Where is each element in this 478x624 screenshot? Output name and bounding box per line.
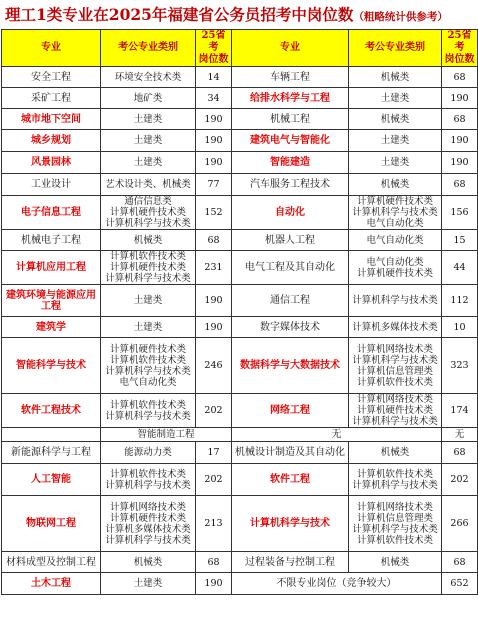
category-cell-right (349, 130, 442, 152)
table-row (2, 109, 478, 130)
table-row (2, 251, 478, 285)
category-line: 土建类 (133, 157, 163, 168)
header-count-line1: 25省考 (201, 30, 226, 53)
category-cell-left (101, 130, 196, 152)
count-cell-left: 77 (196, 174, 232, 196)
category-cell-left (101, 152, 196, 174)
count-cell-right: 190 (442, 152, 478, 174)
category-line: 计算机网络技术类 (356, 394, 433, 405)
category-line: 计算机硬件技术类 (356, 196, 433, 207)
category-line: 机械类 (380, 447, 410, 458)
category-line: 计算机科学与技术类 (352, 416, 438, 427)
count-cell-right: 652 (442, 573, 478, 595)
category-cell-right (349, 338, 442, 394)
count-cell-right: 156 (442, 196, 478, 230)
category-cell-right (349, 88, 442, 109)
category-line: 计算机软件技术类 (109, 354, 186, 366)
category-line: 土建类 (133, 295, 163, 306)
category-cell-left (101, 174, 196, 196)
major-cell-left: 物联网工程 (2, 496, 101, 552)
positions-table (1, 29, 478, 595)
category-cell-right (349, 285, 442, 317)
category-line: 计算机科学与技术类 (105, 479, 191, 491)
category-line: 计算机软件技术类 (356, 534, 433, 546)
major-cell-right: 智能建造 (232, 152, 349, 174)
count-cell-right: 68 (442, 442, 478, 464)
table-row (2, 428, 478, 442)
category-line: 计算机科学与技术类 (352, 479, 438, 491)
category-cell-left (101, 338, 196, 394)
major-cell-right: 车辆工程 (232, 67, 349, 88)
category-line: 计算机软件技术类 (356, 468, 433, 480)
table-row (2, 442, 478, 464)
major-cell-left: 土木工程 (2, 573, 101, 595)
category-cell-right (349, 196, 442, 230)
category-cell-right (349, 230, 442, 251)
table-row (2, 394, 478, 428)
category-cell-right (349, 174, 442, 196)
major-cell-right: 不限专业岗位（竞争较大） (232, 573, 442, 595)
count-cell-right: 266 (442, 496, 478, 552)
major-cell-left: 城乡规划 (2, 130, 101, 152)
category-line: 机械类 (380, 179, 410, 190)
category-line: 计算机软件技术类 (109, 468, 186, 480)
title-note: （粗略统计供参考） (353, 11, 448, 23)
category-line: 艺术设计类、机械类 (105, 179, 191, 190)
category-cell-left (101, 230, 196, 251)
major-cell-right: 过程装备与控制工程 (232, 552, 349, 573)
major-cell-right: 通信工程 (232, 285, 349, 317)
count-cell-right: 174 (442, 394, 478, 428)
category-line: 电气自动化类 (366, 234, 424, 246)
category-cell-left (101, 394, 196, 428)
count-cell-right: 323 (442, 338, 478, 394)
major-cell-left: 建筑环境与能源应用工程 (2, 285, 101, 317)
header-major-right: 专业 (232, 30, 349, 67)
major-cell-left (2, 428, 101, 442)
category-line: 计算机硬件技术类 (109, 207, 186, 218)
category-line: 计算机科学与技术类 (352, 523, 438, 535)
major-cell-left: 采矿工程 (2, 88, 101, 109)
category-line: 土建类 (380, 92, 410, 104)
category-cell-right (349, 251, 442, 285)
header-count-line2: 岗位数 (444, 54, 475, 65)
count-cell-left: 202 (196, 394, 232, 428)
category-line: 计算机硬件技术类 (356, 267, 433, 279)
category-cell-right (349, 317, 442, 338)
count-cell-left: 68 (196, 230, 232, 251)
table-row (2, 496, 478, 552)
category-cell-left (101, 88, 196, 109)
category-line: 电气自动化类 (366, 218, 424, 229)
category-line: 机械类 (380, 113, 410, 125)
category-line: 机械类 (380, 71, 410, 83)
header-major-left: 专业 (2, 30, 101, 67)
count-cell-left: 190 (196, 130, 232, 152)
category-line: 计算机科学与技术类 (352, 354, 438, 366)
category-line: 计算机科学与技术类 (105, 365, 191, 377)
category-line: 机械类 (133, 556, 163, 568)
category-line: 计算机软件技术类 (109, 251, 186, 262)
category-cell-left (101, 251, 196, 285)
category-line: 计算机网络技术类 (356, 343, 433, 355)
table-body (2, 67, 478, 595)
category-line: 电气自动化类 (119, 376, 177, 388)
category-cell-right (349, 394, 442, 428)
major-cell-left: 工业设计 (2, 174, 101, 196)
category-line: 土建类 (133, 113, 163, 125)
category-line: 计算机科学与技术类 (105, 534, 191, 546)
count-cell-right: 44 (442, 251, 478, 285)
category-cell-left (101, 109, 196, 130)
category-line: 计算机网络技术类 (356, 501, 433, 513)
count-cell-right: 190 (442, 130, 478, 152)
count-cell-left: 68 (196, 552, 232, 573)
count-cell-left: 190 (196, 285, 232, 317)
category-line: 计算机多媒体技术类 (352, 321, 438, 333)
major-cell-left: 机械电子工程 (2, 230, 101, 251)
header-count-right (442, 30, 478, 67)
count-cell-right: 68 (442, 109, 478, 130)
major-cell-left: 材料成型及控制工程 (2, 552, 101, 573)
major-cell-right: 数据科学与大数据技术 (232, 338, 349, 394)
major-cell-right: 计算机科学与技术 (232, 496, 349, 552)
category-cell-left (101, 317, 196, 338)
category-cell-left (101, 464, 196, 496)
count-cell-right: 15 (442, 230, 478, 251)
category-cell-right (349, 552, 442, 573)
count-cell-right: 112 (442, 285, 478, 317)
category-cell-right (349, 496, 442, 552)
category-line: 机械类 (133, 234, 163, 246)
category-line: 计算机硬件技术类 (109, 343, 186, 355)
category-line: 计算机硬件技术类 (109, 512, 186, 524)
header-count-left (196, 30, 232, 67)
category-line: 土建类 (380, 157, 410, 168)
table-row (2, 230, 478, 251)
category-line: 计算机信息管理类 (356, 365, 433, 377)
category-line: 计算机软件技术类 (356, 376, 433, 388)
category-cell-left (101, 496, 196, 552)
table-row (2, 552, 478, 573)
category-line: 计算机科学与技术类 (352, 207, 438, 218)
category-cell-left: 智能制造工程 (101, 428, 232, 442)
count-cell-left: 190 (196, 109, 232, 130)
category-cell-left (101, 573, 196, 595)
category-line: 计算机科学与技术类 (105, 273, 191, 284)
major-cell-right: 网络工程 (232, 394, 349, 428)
count-cell-left: 190 (196, 573, 232, 595)
table-row (2, 130, 478, 152)
major-cell-left: 建筑学 (2, 317, 101, 338)
major-cell-right: 无 (232, 428, 442, 442)
category-cell-left (101, 196, 196, 230)
major-cell-left: 风景园林 (2, 152, 101, 174)
table-row (2, 338, 478, 394)
major-cell-left: 电子信息工程 (2, 196, 101, 230)
category-line: 土建类 (380, 135, 410, 146)
major-cell-right: 建筑电气与智能化 (232, 130, 349, 152)
category-line: 地矿类 (133, 92, 163, 104)
category-cell-left (101, 285, 196, 317)
category-line: 计算机科学与技术类 (105, 410, 191, 422)
major-cell-right: 机械工程 (232, 109, 349, 130)
category-cell-right (349, 109, 442, 130)
count-cell-right: 68 (442, 552, 478, 573)
count-cell-left: 190 (196, 152, 232, 174)
page-title (0, 0, 478, 29)
header-row (2, 30, 478, 67)
category-line: 计算机硬件技术类 (356, 405, 433, 416)
title-text: 理工1类专业在2025年福建省公务员招考中岗位数 (5, 5, 354, 24)
table-row (2, 317, 478, 338)
major-cell-right: 给排水科学与工程 (232, 88, 349, 109)
category-line: 计算机多媒体技术类 (105, 523, 191, 535)
count-cell-right: 10 (442, 317, 478, 338)
table-row (2, 285, 478, 317)
category-line: 通信信息类 (124, 196, 172, 207)
category-line: 土建类 (133, 578, 163, 589)
category-cell-right (349, 152, 442, 174)
major-cell-left: 城市地下空间 (2, 109, 101, 130)
count-cell-left: 14 (196, 67, 232, 88)
category-line: 计算机网络技术类 (109, 501, 186, 513)
category-cell-right (349, 464, 442, 496)
category-cell-right (349, 67, 442, 88)
count-cell-left: 202 (196, 464, 232, 496)
major-cell-left: 新能源科学与工程 (2, 442, 101, 464)
category-cell-left (101, 67, 196, 88)
category-line: 计算机信息管理类 (356, 512, 433, 524)
major-cell-left: 人工智能 (2, 464, 101, 496)
major-cell-right: 电气工程及其自动化 (232, 251, 349, 285)
major-cell-right: 机械设计制造及其自动化 (232, 442, 349, 464)
count-cell-left: 17 (196, 442, 232, 464)
category-line: 土建类 (133, 321, 163, 333)
major-cell-right: 软件工程 (232, 464, 349, 496)
major-cell-left: 软件工程技术 (2, 394, 101, 428)
table-row (2, 174, 478, 196)
table-row (2, 464, 478, 496)
category-line: 能源动力类 (124, 447, 172, 458)
table-row (2, 573, 478, 595)
major-cell-right: 机器人工程 (232, 230, 349, 251)
count-cell-left: 152 (196, 196, 232, 230)
table-row (2, 196, 478, 230)
category-cell-left (101, 552, 196, 573)
category-line: 土建类 (133, 135, 163, 146)
category-line: 计算机科学与技术类 (105, 218, 191, 229)
major-cell-left: 智能科学与技术 (2, 338, 101, 394)
count-cell-right: 202 (442, 464, 478, 496)
major-cell-right: 自动化 (232, 196, 349, 230)
header-count-line1: 25省考 (447, 30, 472, 53)
count-cell-right: 190 (442, 88, 478, 109)
major-cell-left: 安全工程 (2, 67, 101, 88)
category-line: 计算机硬件技术类 (109, 262, 186, 273)
category-cell-right (349, 442, 442, 464)
category-line: 计算机科学与技术类 (352, 295, 438, 306)
category-line: 计算机软件技术类 (109, 399, 186, 411)
major-cell-right: 数字媒体技术 (232, 317, 349, 338)
major-cell-right: 汽车服务工程技术 (232, 174, 349, 196)
count-cell-left: 34 (196, 88, 232, 109)
category-line: 电气自动化类 (366, 256, 424, 268)
table-row (2, 152, 478, 174)
header-category-right: 考公专业类别 (349, 30, 442, 67)
header-count-line2: 岗位数 (198, 54, 229, 65)
table-row (2, 88, 478, 109)
count-cell-left: 231 (196, 251, 232, 285)
category-cell-right: 无 (442, 428, 478, 442)
category-cell-left (101, 442, 196, 464)
count-cell-left: 190 (196, 317, 232, 338)
header-category-left: 考公专业类别 (101, 30, 196, 67)
count-cell-left: 213 (196, 496, 232, 552)
count-cell-left: 246 (196, 338, 232, 394)
count-cell-right: 68 (442, 67, 478, 88)
category-line: 环境安全技术类 (114, 71, 182, 83)
count-cell-right: 68 (442, 174, 478, 196)
category-line: 机械类 (380, 556, 410, 568)
table-row (2, 67, 478, 88)
major-cell-left: 计算机应用工程 (2, 251, 101, 285)
